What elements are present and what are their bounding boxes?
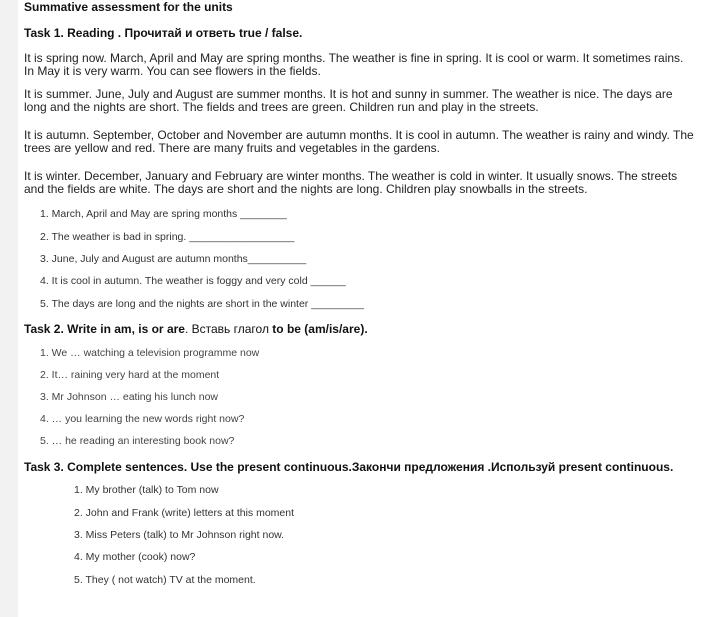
- task2-item-4: 4. … you learning the new words right now?: [40, 413, 245, 425]
- task1-item-1: 1. March, April and May are spring months ________: [40, 208, 287, 220]
- task2-heading-bold-1: Task 2. Write in am, is or are: [24, 322, 185, 336]
- task2-item-2: 2. It… raining very hard at the moment: [40, 369, 220, 381]
- task3-item-4: 4. My mother (cook) now?: [74, 551, 196, 563]
- task2-item-3: 3. Mr Johnson … eating his lunch now: [40, 391, 219, 403]
- summer-paragraph: It is summer. June, July and August are summer months. It is hot and sunny in summer. The weather is nice. The days are long and the nights are short. The fields and trees are green. Children run and play in the streets.: [24, 87, 673, 114]
- page-title: Summative assessment for the units: [24, 0, 233, 14]
- task3-heading: Task 3. Complete sentences. Use the present continuous.Закончи предложения .Используй present continuous.: [24, 460, 674, 474]
- task1-item-5: 5. The days are long and the nights are short in the winter _________: [40, 298, 364, 310]
- task3-item-5: 5. They ( not watch) TV at the moment.: [74, 574, 256, 586]
- task2-item-5: 5. … he reading an interesting book now?: [40, 435, 235, 447]
- task2-item-1: 1. We … watching a television programme now: [40, 347, 260, 359]
- task2-heading: [24, 322, 368, 336]
- worksheet-page: [18, 0, 702, 617]
- task2-heading-bold-2: to be (am/is/are).: [272, 322, 368, 336]
- task1-item-2: 2. The weather is bad in spring. __________________: [40, 231, 295, 243]
- autumn-paragraph: It is autumn. September, October and November are autumn months. It is cool in autumn. The weather is rainy and windy. The trees are yellow and red. There are many fruits and vegetables in the gardens.: [24, 128, 694, 155]
- task3-item-3: 3. Miss Peters (talk) to Mr Johnson right now.: [74, 529, 285, 541]
- task1-item-4: 4. It is cool in autumn. The weather is foggy and very cold ______: [40, 275, 346, 287]
- spring-paragraph: It is spring now. March, April and May are spring months. The weather is fine in spring. It is cool or warm. It sometimes rains. In May it is very warm. You can see flowers in the fields.: [24, 51, 684, 78]
- winter-paragraph: It is winter. December, January and February are winter months. The weather is cold in winter. It usually snows. The streets and the fields are white. The days are short and the nights are long. Children play snowballs in the streets.: [24, 169, 678, 196]
- task3-item-1: 1. My brother (talk) to Tom now: [74, 484, 219, 496]
- task3-item-2: 2. John and Frank (write) letters at this moment: [74, 507, 295, 519]
- task2-heading-normal: . Вставь глагол: [184, 322, 273, 336]
- task1-heading: Task 1. Reading . Прочитай и ответь true / false.: [24, 26, 303, 40]
- task1-item-3: 3. June, July and August are autumn months__________: [40, 253, 307, 265]
